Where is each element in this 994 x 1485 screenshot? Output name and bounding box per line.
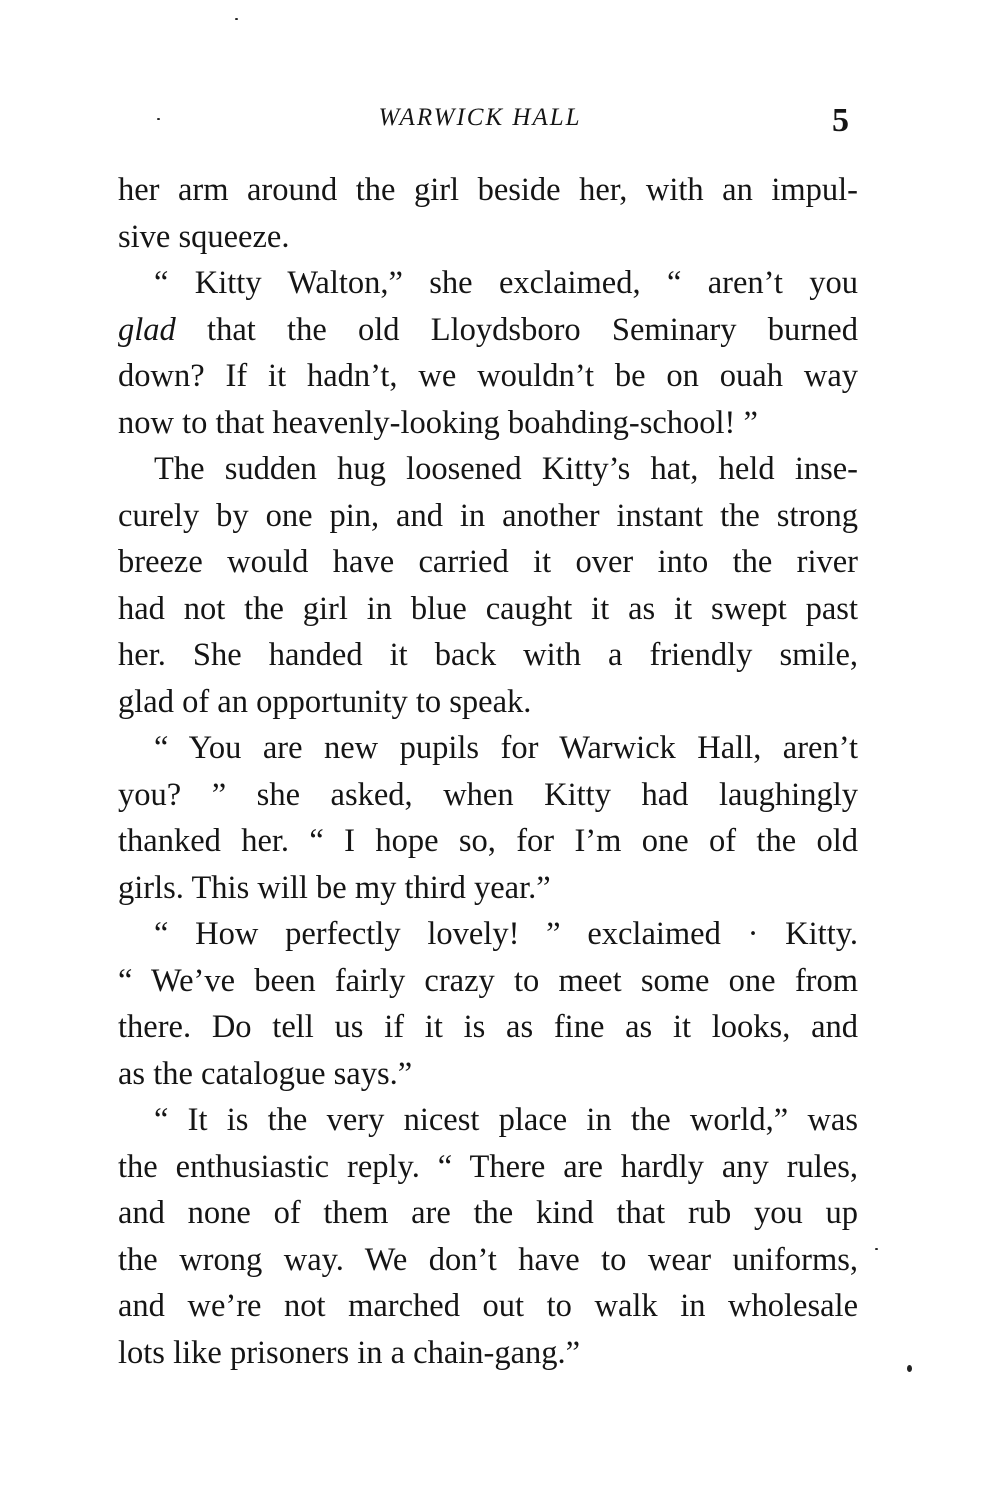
italic-word: glad [118, 311, 176, 348]
text-line: and we’re not marched out to walk in wholesale [118, 1288, 858, 1324]
text-line: “ You are new pupils for Warwick Hall, aren’t [154, 730, 858, 766]
text-line: as the catalogue says.” [118, 1055, 413, 1092]
text-line: her. She handed it back with a friendly smile, [118, 637, 858, 673]
text-line: lots like prisoners in a chain-gang.” [118, 1334, 581, 1371]
paragraph-2 [118, 260, 858, 446]
text-line: glad of an opportunity to speak. [118, 683, 532, 720]
paragraph-6 [118, 1097, 858, 1376]
text-line: there. Do tell us if it is as fine as it looks, and [118, 1009, 858, 1045]
text-line: had not the girl in blue caught it as it swept past [118, 590, 858, 627]
page-number: 5 [832, 102, 849, 139]
paragraph-1 [118, 167, 858, 260]
body-text [118, 167, 858, 1376]
running-head [0, 104, 994, 144]
text-line: The sudden hug loosened Kitty’s hat, held inse- [154, 451, 858, 487]
text-line: sive squeeze. [118, 218, 290, 255]
text-line: now to that heavenly-looking boahding-school! ” [118, 404, 758, 441]
text-line: “ How perfectly lovely! ” exclaimed · Kitty. [154, 916, 858, 952]
text-line: “ We’ve been fairly crazy to meet some one from [118, 962, 858, 999]
text-line: and none of them are the kind that rub you up [118, 1195, 858, 1231]
text-line: breeze would have carried it over into the river [118, 544, 858, 580]
text-line: you? ” she asked, when Kitty had laughingly [118, 776, 858, 813]
text-line: curely by one pin, and in another instant the strong [118, 497, 858, 534]
scan-speck [875, 1248, 878, 1250]
paragraph-5 [118, 911, 858, 1097]
text-line: down? If it hadn’t, we wouldn’t be on ouah way [118, 358, 858, 394]
text-line: the enthusiastic reply. “ There are hardly any rules, [118, 1148, 858, 1185]
paragraph-3 [118, 446, 858, 725]
text-line: thanked her. “ I hope so, for I’m one of the old [118, 823, 858, 859]
scan-speck [235, 18, 238, 20]
text-line: “ Kitty Walton,” she exclaimed, “ aren’t you [154, 265, 858, 301]
text-line: girls. This will be my third year.” [118, 869, 551, 906]
text-line [118, 307, 858, 354]
scan-speck [157, 118, 160, 120]
text-line: “ It is the very nicest place in the world,” was [154, 1102, 858, 1138]
running-title: WARWICK HALL [378, 104, 582, 131]
scan-speck [907, 1365, 912, 1372]
text-line: the wrong way. We don’t have to wear uniforms, [118, 1241, 858, 1278]
text-line: her arm around the girl beside her, with an impul- [118, 172, 858, 208]
text-line-rest: that the old Lloydsboro Seminary burned [175, 311, 858, 348]
paragraph-4 [118, 725, 858, 911]
